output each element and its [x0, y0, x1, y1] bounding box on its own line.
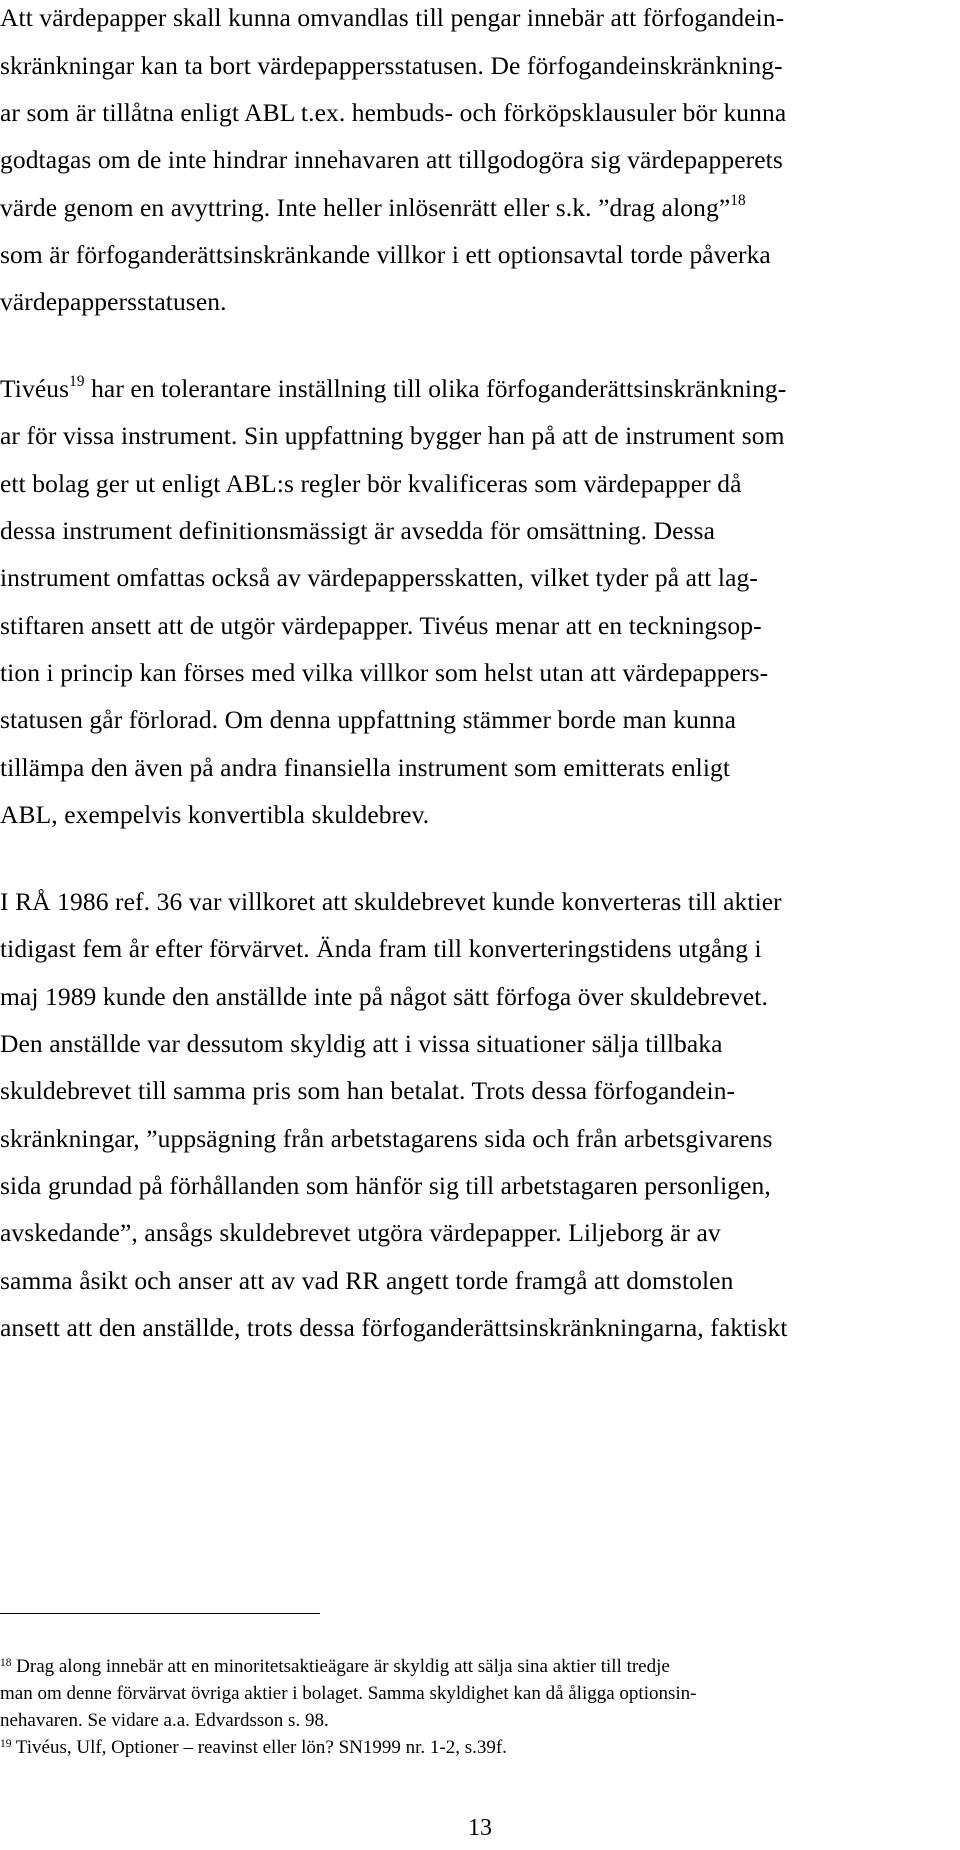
footnote-18-line-2: man om denne förvärvat övriga aktier i bolaget. Samma skyldighet kan då åligga optionsin- [0, 1683, 697, 1704]
paragraph-2-line-1 [0, 374, 786, 404]
paragraph-1-line-4: godtagas om de inte hindrar innehavaren att tillgodogöra sig värdepapperets [0, 145, 783, 174]
paragraph-2-line-7: tion i princip kan förses med vilka villkor som helst utan att värdepappers- [0, 658, 769, 687]
footnote-18-text-1: Drag along innebär att en minoritetsaktieägare är skyldig att sälja sina aktier till tredje [11, 1656, 670, 1677]
footnote-18-line-1 [0, 1656, 670, 1678]
paragraph-1-line-1: Att värdepapper skall kunna omvandlas till pengar innebär att förfogandein- [0, 3, 785, 32]
paragraph-3-line-4: Den anställde var dessutom skyldig att i vissa situationer sälja tillbaka [0, 1029, 723, 1058]
paragraph-2-line-6: stiftaren ansett att de utgör värdepapper. Tivéus menar att en teckningsop- [0, 611, 762, 640]
footnote-19-text: Tivéus, Ulf, Optioner – reavinst eller lön? SN1999 nr. 1-2, s.39f. [11, 1737, 507, 1758]
page-number: 13 [468, 1815, 492, 1841]
paragraph-1-line-5 [0, 193, 746, 223]
footnote-ref-19: 19 [69, 372, 85, 390]
paragraph-3-line-1: I RÅ 1986 ref. 36 var villkoret att skuldebrevet kunde konverteras till aktier [0, 887, 782, 916]
paragraph-1-line-7: värdepappersstatusen. [0, 287, 227, 316]
paragraph-1-line-6: som är förfoganderättsinskränkande villkor i ett optionsavtal torde påverka [0, 240, 771, 269]
paragraph-3-line-6: skränkningar, ”uppsägning från arbetstagarens sida och från arbetsgivarens [0, 1124, 773, 1153]
paragraph-2-line-4: dessa instrument definitionsmässigt är avsedda för omsättning. Dessa [0, 516, 715, 545]
paragraph-2-line-8: statusen går förlorad. Om denna uppfattning stämmer borde man kunna [0, 705, 737, 734]
footnote-18-number: 18 [0, 1656, 12, 1669]
paragraph-1-line-2: skränkningar kan ta bort värdepappersstatusen. De förfogandeinskränkning- [0, 51, 783, 80]
paragraph-2-line-2: ar för vissa instrument. Sin uppfattning bygger han på att de instrument som [0, 421, 785, 450]
paragraph-2-line-10: ABL, exempelvis konvertibla skuldebrev. [0, 800, 430, 829]
paragraph-3-line-5: skuldebrevet till samma pris som han betalat. Trots dessa förfogandein- [0, 1076, 736, 1105]
paragraph-3-line-9: samma åsikt och anser att av vad RR angett torde framgå att domstolen [0, 1266, 734, 1295]
paragraph-3-line-10: ansett att den anställde, trots dessa förfoganderättsinskränkningarna, faktiskt [0, 1313, 788, 1342]
paragraph-1-line-5-text: värde genom en avyttring. Inte heller inlösenrätt eller s.k. ”drag along” [0, 193, 731, 222]
footnote-ref-18: 18 [730, 191, 746, 209]
paragraph-2-line-1-text: har en tolerantare inställning till olika förfoganderättsinskränkning- [84, 374, 787, 403]
paragraph-1-line-3: ar som är tillåtna enligt ABL t.ex. hembuds- och förköpsklausuler bör kunna [0, 98, 787, 127]
paragraph-2-author: Tivéus [0, 374, 70, 403]
paragraph-2-line-9: tillämpa den även på andra finansiella instrument som emitterats enligt [0, 753, 731, 782]
paragraph-2-line-5: instrument omfattas också av värdepappersskatten, vilket tyder på att lag- [0, 563, 758, 592]
footnote-18-line-3: nehavaren. Se vidare a.a. Edvardsson s. 98. [0, 1710, 329, 1731]
paragraph-3-line-2: tidigast fem år efter förvärvet. Ända fram till konverteringstidens utgång i [0, 934, 762, 963]
paragraph-3-line-8: avskedande”, ansågs skuldebrevet utgöra värdepapper. Liljeborg är av [0, 1218, 721, 1247]
footnote-19 [0, 1737, 507, 1759]
paragraph-3-line-7: sida grundad på förhållanden som hänför sig till arbetstagaren personligen, [0, 1171, 771, 1200]
footnote-19-number: 19 [0, 1737, 12, 1750]
paragraph-3-line-3: maj 1989 kunde den anställde inte på något sätt förfoga över skuldebrevet. [0, 982, 768, 1011]
footnote-separator [0, 1613, 320, 1614]
paragraph-2-line-3: ett bolag ger ut enligt ABL:s regler bör kvalificeras som värdepapper då [0, 469, 742, 498]
